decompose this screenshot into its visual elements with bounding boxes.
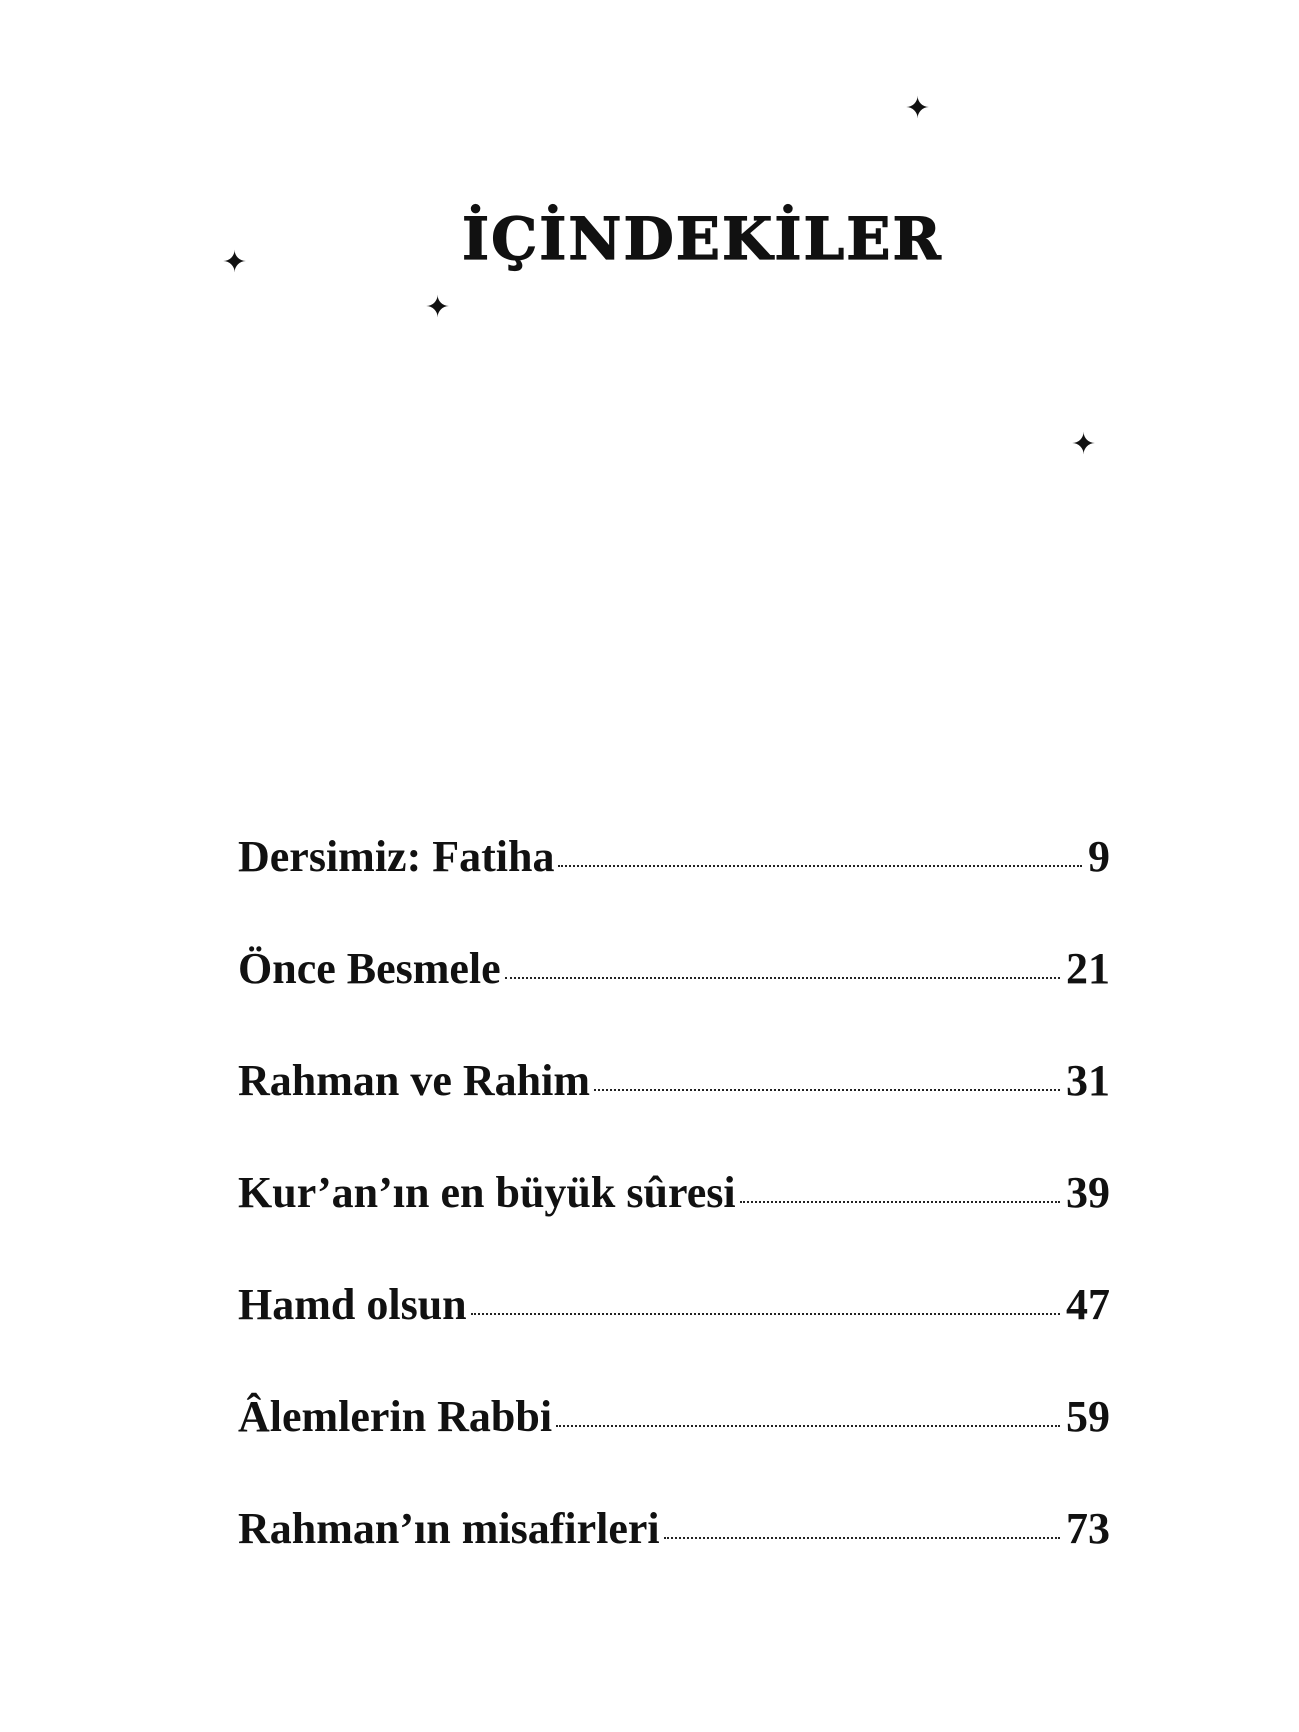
toc-entry-page: 21 — [1066, 944, 1110, 993]
toc-entry-title: Rahman’ın misafirleri — [238, 1504, 660, 1553]
toc-entry-title: Hamd olsun — [238, 1280, 467, 1329]
star-icon: ✦ — [905, 91, 931, 126]
toc-entry-title: Dersimiz: Fatiha — [238, 832, 555, 881]
dot-leader — [594, 1089, 1060, 1091]
toc-entry — [238, 832, 1110, 947]
dot-leader — [664, 1537, 1060, 1539]
toc-entry-page: 39 — [1066, 1168, 1110, 1217]
toc-entry-title: Rahman ve Rahim — [238, 1056, 591, 1105]
page-title: İÇİNDEKİLER — [462, 205, 943, 273]
star-icon: ✦ — [1071, 427, 1097, 462]
toc-entry-page: 31 — [1066, 1056, 1110, 1105]
dot-leader — [558, 865, 1082, 867]
toc-entry — [238, 1504, 1110, 1619]
toc-entry-page: 73 — [1066, 1504, 1110, 1553]
toc-entry — [238, 1056, 1110, 1171]
toc-entry-page: 9 — [1088, 832, 1110, 881]
toc-entry — [238, 1280, 1110, 1395]
toc-entry-page: 59 — [1066, 1392, 1110, 1441]
dot-leader — [505, 977, 1060, 979]
toc-entry-title: Âlemlerin Rabbi — [238, 1392, 553, 1441]
table-of-contents — [238, 832, 1110, 1619]
toc-entry-page: 47 — [1066, 1280, 1110, 1329]
toc-entry — [238, 944, 1110, 1059]
toc-entry — [238, 1168, 1110, 1283]
dot-leader — [471, 1313, 1060, 1315]
star-icon: ✦ — [222, 245, 248, 280]
toc-entry-title: Kur’an’ın en büyük sûresi — [238, 1168, 736, 1217]
dot-leader — [740, 1201, 1060, 1203]
toc-entry — [238, 1392, 1110, 1507]
dot-leader — [556, 1425, 1060, 1427]
toc-entry-title: Önce Besmele — [238, 944, 501, 993]
star-icon: ✦ — [425, 290, 451, 325]
